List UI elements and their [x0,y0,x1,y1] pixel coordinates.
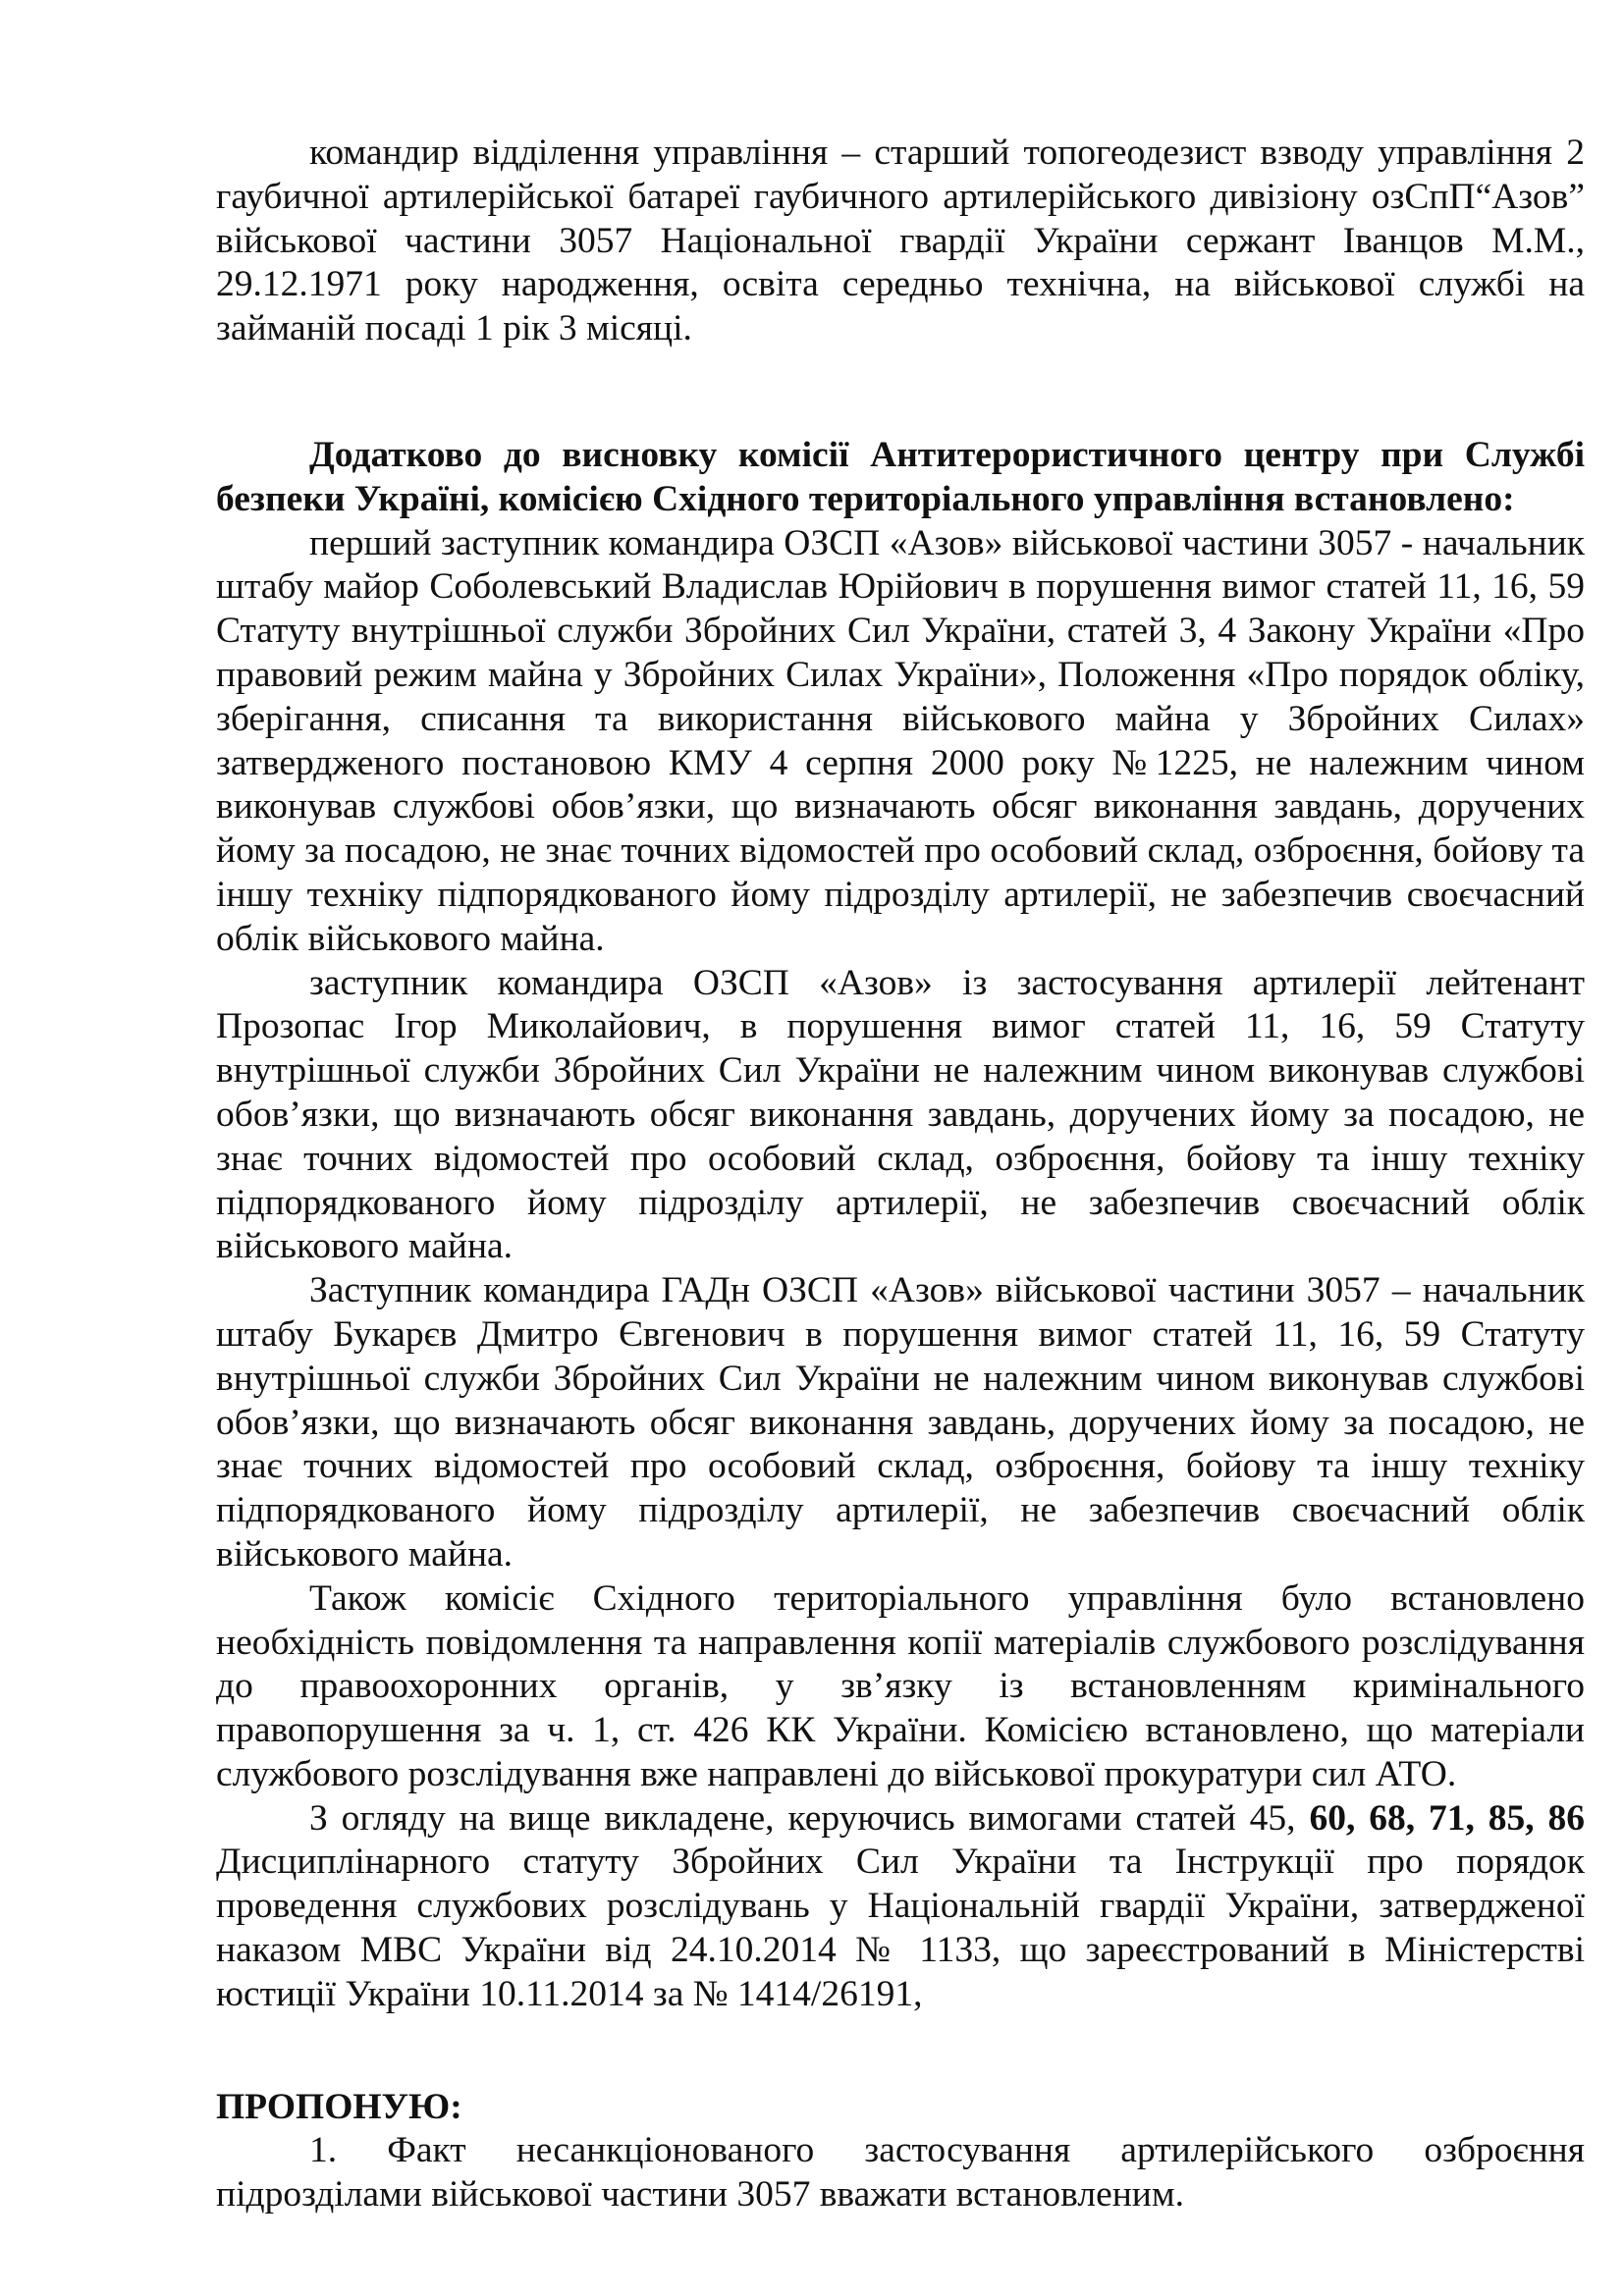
legal-basis-start: З огляду на вище викладене, керуючись вимогами статей 45, [309,1797,1310,1839]
proposal-item-1: 1. Факт несанкціонованого застосування артилерійського озброєння підрозділами військової частини 3057 вважати встановленим. [216,2130,1585,2216]
paragraph-first-deputy: перший заступник командира ОЗСП «Азов» військової частини 3057 - начальник штабу майор Соболевський Владислав Юрійович в порушення вимог статей 11, 16, 59 Статуту внутрішньої служби Збройних Сил України, статей 3, 4 Закону України «Про правовий режим майна у Збройних Силах України», Положення «Про порядок обліку, зберігання, списання та використання військового майна у Збройних Силах» затвердженого постановою КМУ 4 серпня 2000 року №1225, не належним чином виконував службові обов’язки, що визначають обсяг виконання завдань, доручених йому за посадою, не знає точних відомостей про особовий склад, озброєння, бойову та іншу техніку підпорядкованого йому підрозділу артилерії, не забезпечив своєчасний облік військового майна. [216,522,1585,959]
spacer [216,351,1585,434]
legal-basis-end: Дисциплінарного статуту Збройних Сил України та Інструкції про порядок проведення службових розслідувань у Національній гвардії України, затвердженої наказом МВС України від 24.10.2014 № 1133, що зареєстрований в Міністерстві юстиції України 10.11.2014 за № 1414/26191, [216,1842,1585,2014]
paragraph-chief-of-staff: Заступник командира ГАДн ОЗСП «Азов» військової частини 3057 – начальник штабу Букарєв Дмитро Євгенович в порушення вимог статей 11, 16, 59 Статуту внутрішньої служби Збройних Сил України не належним чином виконував службові обов’язки, що визначають обсяг виконання завдань, доручених йому за посадою, не знає точних відомостей про особовий склад, озброєння, бойову та іншу техніку підпорядкованого йому підрозділу артилерії, не забезпечив своєчасний облік військового майна. [216,1270,1585,1575]
paragraph-legal-basis [216,1797,1585,2017]
document-page [216,132,1585,2217]
spacer [216,2017,1585,2086]
bold-intro: Додатково до висновку комісії Антитерористичного центру при Службі безпеки Україні, комісією Східного територіального управління встановлено: [216,434,1585,519]
section-heading: ПРОПОНУЮ: [216,2086,462,2127]
paragraph-artillery-deputy: заступник командира ОЗСП «Азов» із застосування артилерії лейтенант Прозопас Ігор Миколайович, в порушення вимог статей 11, 16, 59 Статуту внутрішньої служби Збройних Сил України не належним чином виконував службові обов’язки, що визначають обсяг виконання завдань, доручених йому за посадою, не знає точних відомостей про особовий склад, озброєння, бойову та іншу техніку підпорядкованого йому підрозділу артилерії, не забезпечив своєчасний облік військового майна. [216,962,1585,1267]
legal-basis-articles: 60, 68, 71, 85, 86 [1309,1797,1586,1839]
paragraph-commission-finding: Також комісіє Східного територіального управління було встановлено необхідність повідомлення та направлення копії матеріалів службового розслідування до правоохоронних органів, у зв’язку із встановленням кримінального правопорушення за ч. 1, ст. 426 КК України. Комісією встановлено, що матеріали службового розслідування вже направлені до військової прокуратури сил АТО. [216,1577,1585,1794]
paragraph-commander: командир відділення управління – старший топогеодезист взводу управління 2 гаубичної артилерійської батареї гаубичного артилерійського дивізіону озСпП“Азов” військової частини 3057 Національної гвардії України сержант Іванцов М.М., 29.12.1971 року народження, освіта середньо технічна, на військової службі на займаній посаді 1 рік 3 місяці. [216,133,1585,349]
